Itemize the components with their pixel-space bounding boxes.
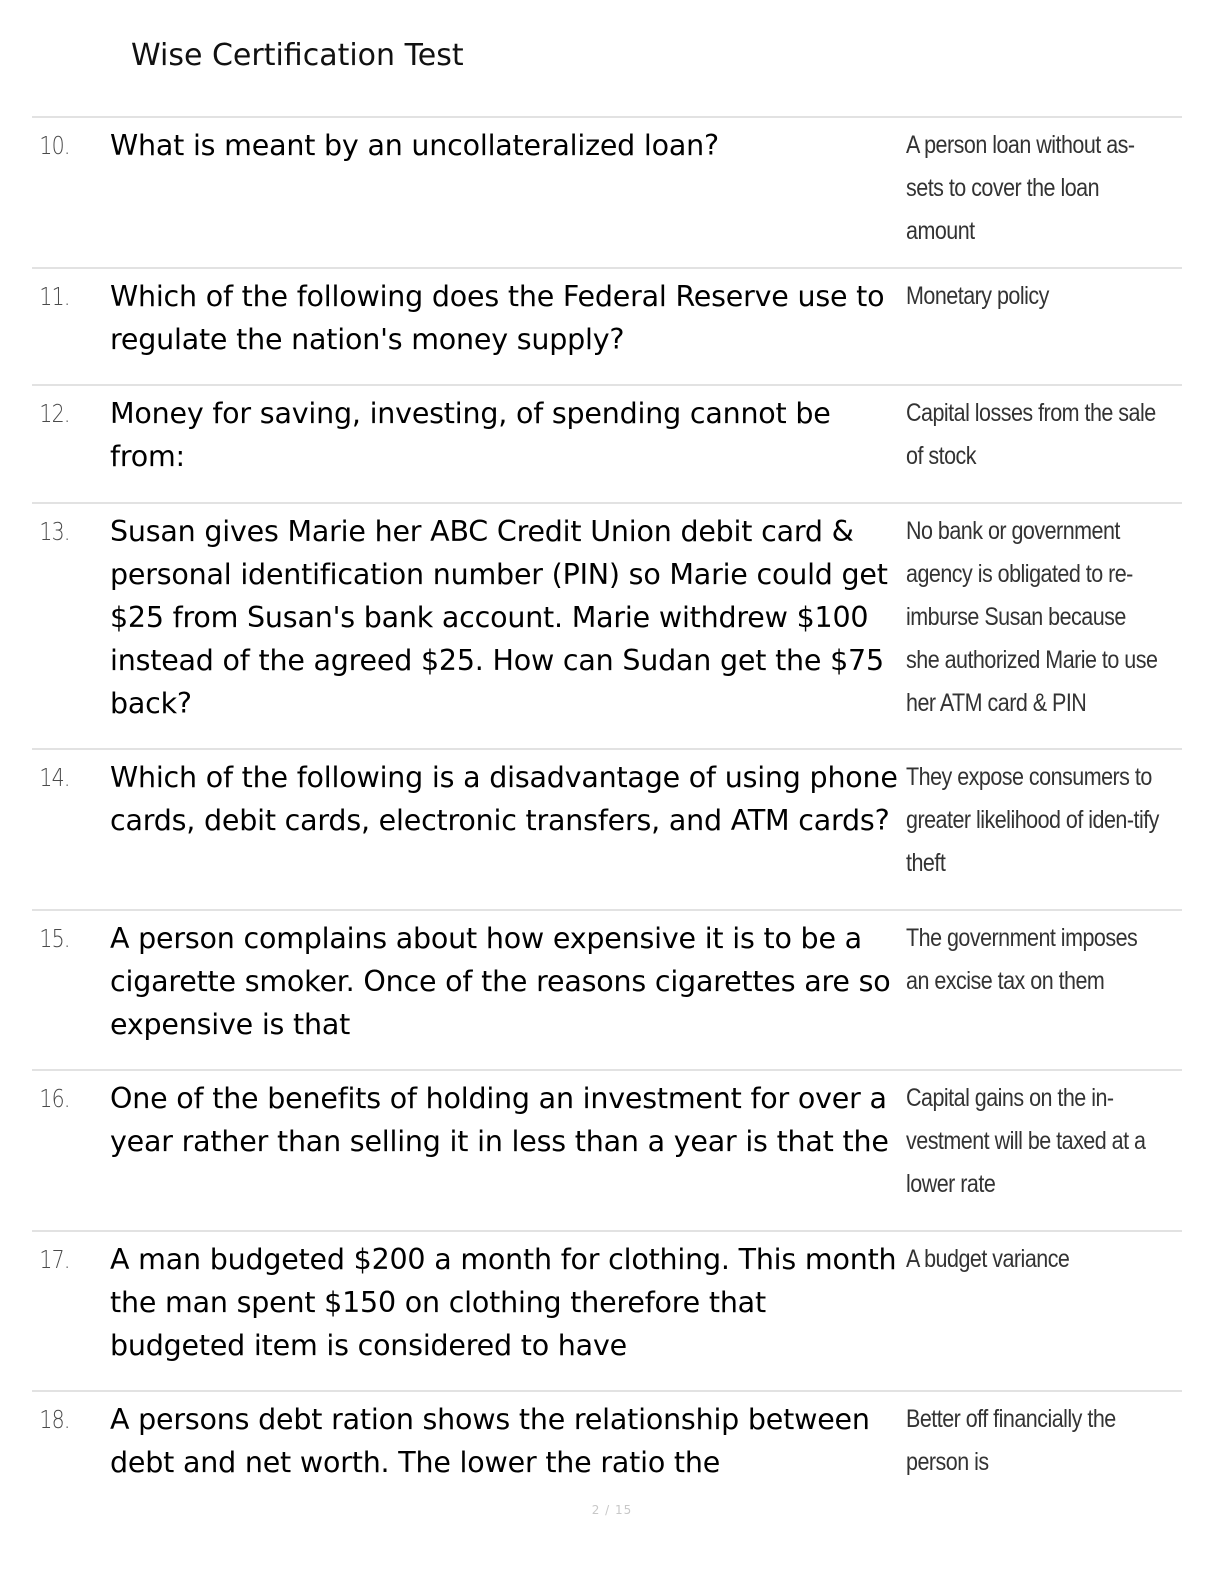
- question-text: A person complains about how expensive it is to be a cigarette smoker. Once of the reasons cigarettes are so expensive is that: [110, 922, 891, 1041]
- answer-value: A person loan without as-sets to cover the loan amount: [906, 131, 1135, 245]
- answer-value: Capital gains on the in-vestment will be taxed at a lower rate: [906, 1084, 1146, 1198]
- question-row: [32, 1390, 1182, 1500]
- question-text: A man budgeted $200 a month for clothing. This month the man spent $150 on clothing therefore that budgeted item is considered to have: [110, 1243, 897, 1362]
- question-text: Which of the following is a disadvantage of using phone cards, debit cards, electronic transfers, and ATM cards?: [110, 761, 898, 837]
- page-number: 2 / 15: [591, 1503, 633, 1517]
- question-number: 16.: [39, 1084, 70, 1113]
- question-row: [32, 909, 1182, 1069]
- answer-text: [900, 1077, 1164, 1230]
- answer-text: [900, 124, 1164, 267]
- answer-value: The government imposes an excise tax on them: [906, 924, 1138, 995]
- question-number: 14.: [39, 763, 70, 792]
- question-row: [32, 116, 1182, 267]
- page-title: Wise Certification Test: [131, 38, 464, 73]
- question-number: 12.: [39, 399, 70, 428]
- answer-text: [900, 275, 1164, 384]
- question-number: 10.: [39, 131, 70, 160]
- question-text: What is meant by an uncollateralized loan?: [110, 129, 719, 162]
- answer-value: They expose consumers to greater likelihood of iden-tify theft: [906, 763, 1159, 877]
- question-text: One of the benefits of holding an investment for over a year rather than selling it in less than a year is that the: [110, 1082, 889, 1158]
- answer-text: [900, 1238, 1164, 1390]
- question-text: Which of the following does the Federal Reserve use to regulate the nation's money supply?: [110, 280, 885, 356]
- answer-text: [900, 392, 1164, 502]
- answer-value: Monetary policy: [906, 282, 1049, 310]
- answer-text: [900, 917, 1164, 1069]
- question-row: [32, 1230, 1182, 1390]
- answer-value: Capital losses from the sale of stock: [906, 399, 1156, 470]
- question-list: [32, 116, 1182, 1500]
- question-row: [32, 748, 1182, 909]
- question-number: 18.: [39, 1405, 70, 1434]
- answer-value: No bank or government agency is obligated to re-imburse Susan because she authorized Marie to use her ATM card & PIN: [906, 517, 1158, 717]
- question-text: Susan gives Marie her ABC Credit Union debit card & personal identification number (PIN) so Marie could get $25 from Susan's bank account. Marie withdrew $100 instead of the agreed $25. How can Sudan get the $75 back?: [110, 515, 888, 720]
- answer-value: A budget variance: [906, 1245, 1070, 1273]
- question-row: [32, 384, 1182, 502]
- question-text: Money for saving, investing, of spending cannot be from:: [110, 397, 831, 473]
- question-number: 17.: [39, 1245, 70, 1274]
- answer-text: [900, 756, 1164, 909]
- answer-text: [900, 1398, 1164, 1500]
- question-text: A persons debt ration shows the relationship between debt and net worth. The lower the ratio the: [110, 1403, 870, 1479]
- question-number: 13.: [39, 517, 70, 546]
- answer-value: Better off financially the person is: [906, 1405, 1116, 1476]
- question-row: [32, 267, 1182, 384]
- question-row: [32, 1069, 1182, 1230]
- question-row: [32, 502, 1182, 748]
- answer-text: [900, 510, 1164, 748]
- question-number: 11.: [39, 282, 70, 311]
- question-number: 15.: [39, 924, 70, 953]
